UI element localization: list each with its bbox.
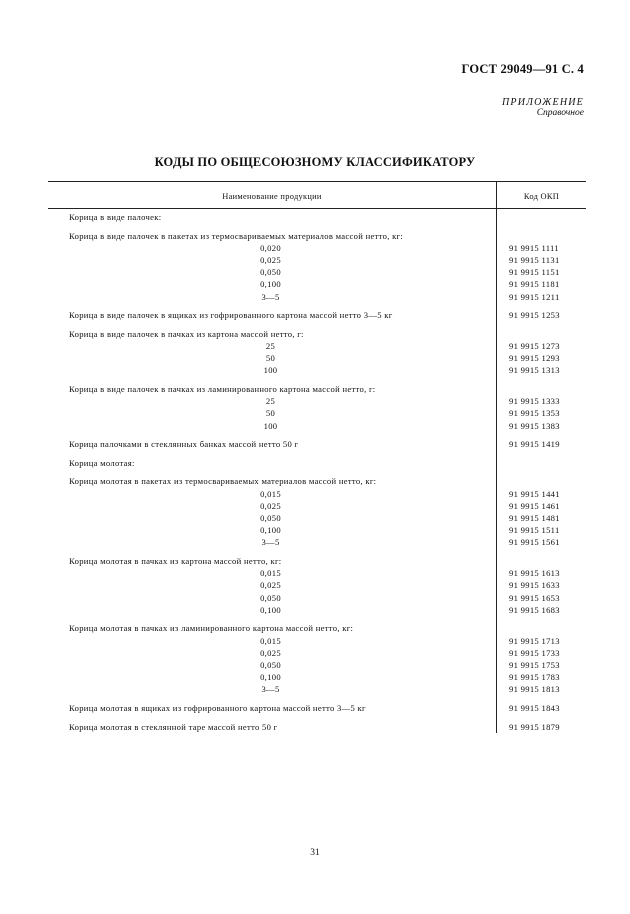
okp-code: 91 9915 1131 <box>509 255 560 265</box>
okp-code: 91 9915 1333 <box>509 396 560 407</box>
product-name: Корица в виде палочек: <box>69 212 162 222</box>
column-header-code: Код ОКП <box>523 192 560 201</box>
product-mass: 0,100 <box>260 672 281 683</box>
okp-code: 91 9915 1461 <box>509 500 560 511</box>
okp-code: 91 9915 1561 <box>509 537 560 548</box>
product-name: Корица в виде палочек в пакетах из термосвариваемых материалов массой нетто, кг: <box>69 230 404 241</box>
okp-code: 91 9915 1293 <box>509 353 560 364</box>
okp-code: 91 9915 1843 <box>509 703 560 713</box>
codes-table <box>48 181 586 733</box>
okp-code: 91 9915 1481 <box>509 513 560 523</box>
product-mass: 50 <box>265 353 276 364</box>
product-mass: 3—5 <box>261 684 280 695</box>
okp-code: 91 9915 1653 <box>509 592 560 603</box>
table-header-rule <box>48 208 586 209</box>
product-mass: 100 <box>263 420 278 431</box>
okp-code: 91 9915 1511 <box>509 525 560 536</box>
column-header-name: Наименование продукции <box>222 192 322 201</box>
okp-code: 91 9915 1633 <box>509 580 560 591</box>
product-mass: 0,100 <box>260 279 281 290</box>
product-mass: 3—5 <box>261 537 280 548</box>
okp-code: 91 9915 1753 <box>509 660 560 670</box>
product-name: Корица молотая в пакетах из термосвариваемых материалов массой нетто, кг: <box>69 476 377 487</box>
product-mass: 50 <box>265 408 276 419</box>
okp-code: 91 9915 1253 <box>509 310 560 321</box>
okp-code: 91 9915 1613 <box>509 568 560 579</box>
table-column-divider <box>496 181 497 733</box>
product-name: Корица в виде палочек в пачках из картона массой нетто, г: <box>69 328 304 339</box>
okp-code: 91 9915 1383 <box>509 420 560 431</box>
okp-code: 91 9915 1783 <box>509 672 560 683</box>
product-mass: 0,020 <box>260 242 281 253</box>
okp-code: 91 9915 1879 <box>509 721 560 732</box>
product-mass: 0,025 <box>260 580 281 591</box>
product-mass: 0,050 <box>260 513 281 523</box>
okp-code: 91 9915 1313 <box>509 365 560 376</box>
product-mass: 0,025 <box>260 255 281 265</box>
appendix-label: ПРИЛОЖЕНИЕ <box>502 97 584 108</box>
product-name: Корица молотая в пачках из ламинированного картона массой нетто, кг: <box>69 623 354 634</box>
product-name: Корица молотая: <box>69 457 135 468</box>
page-number: 31 <box>310 848 320 858</box>
product-mass: 0,100 <box>260 525 281 536</box>
product-mass: 0,015 <box>260 568 281 579</box>
okp-code: 91 9915 1151 <box>509 267 560 278</box>
product-mass: 25 <box>265 341 276 351</box>
okp-code: 91 9915 1419 <box>509 439 560 450</box>
page-title: КОДЫ ПО ОБЩЕСОЮЗНОМУ КЛАССИФИКАТОРУ <box>154 155 476 169</box>
product-mass: 25 <box>265 396 276 407</box>
product-name: Корица молотая в ящиках из гофрированного картона массой нетто 3—5 кг <box>69 703 366 713</box>
product-name: Корица палочками в стеклянных банках массой нетто 50 г <box>69 439 299 450</box>
okp-code: 91 9915 1713 <box>509 635 560 646</box>
product-mass: 0,015 <box>260 635 281 646</box>
product-name: Корица молотая в пачках из картона массой нетто, кг: <box>69 556 282 566</box>
product-mass: 100 <box>263 365 278 376</box>
product-mass: 0,050 <box>260 267 281 278</box>
product-name: Корица в виде палочек в пачках из ламинированного картона массой нетто, г: <box>69 384 376 394</box>
product-name: Корица молотая в стеклянной таре массой нетто 50 г <box>69 721 278 732</box>
okp-code: 91 9915 1111 <box>509 242 559 253</box>
okp-code: 91 9915 1813 <box>509 684 560 695</box>
product-mass: 0,050 <box>260 592 281 603</box>
product-name: Корица в виде палочек в ящиках из гофрированного картона массой нетто 3—5 кг <box>69 310 393 321</box>
okp-code: 91 9915 1441 <box>509 488 560 499</box>
okp-code: 91 9915 1273 <box>509 341 560 351</box>
okp-code: 91 9915 1733 <box>509 647 560 658</box>
document-reference: ГОСТ 29049—91 С. 4 <box>461 62 584 76</box>
okp-code: 91 9915 1683 <box>509 604 560 615</box>
table-top-rule <box>48 181 586 182</box>
product-mass: 0,025 <box>260 647 281 658</box>
product-mass: 0,025 <box>260 500 281 511</box>
product-mass: 0,050 <box>260 660 281 670</box>
product-mass: 0,100 <box>260 604 281 615</box>
okp-code: 91 9915 1181 <box>509 279 560 290</box>
okp-code: 91 9915 1211 <box>509 291 560 302</box>
okp-code: 91 9915 1353 <box>509 408 560 419</box>
product-mass: 0,015 <box>260 488 281 499</box>
product-mass: 3—5 <box>261 291 280 302</box>
appendix-type: Справочное <box>536 108 584 118</box>
